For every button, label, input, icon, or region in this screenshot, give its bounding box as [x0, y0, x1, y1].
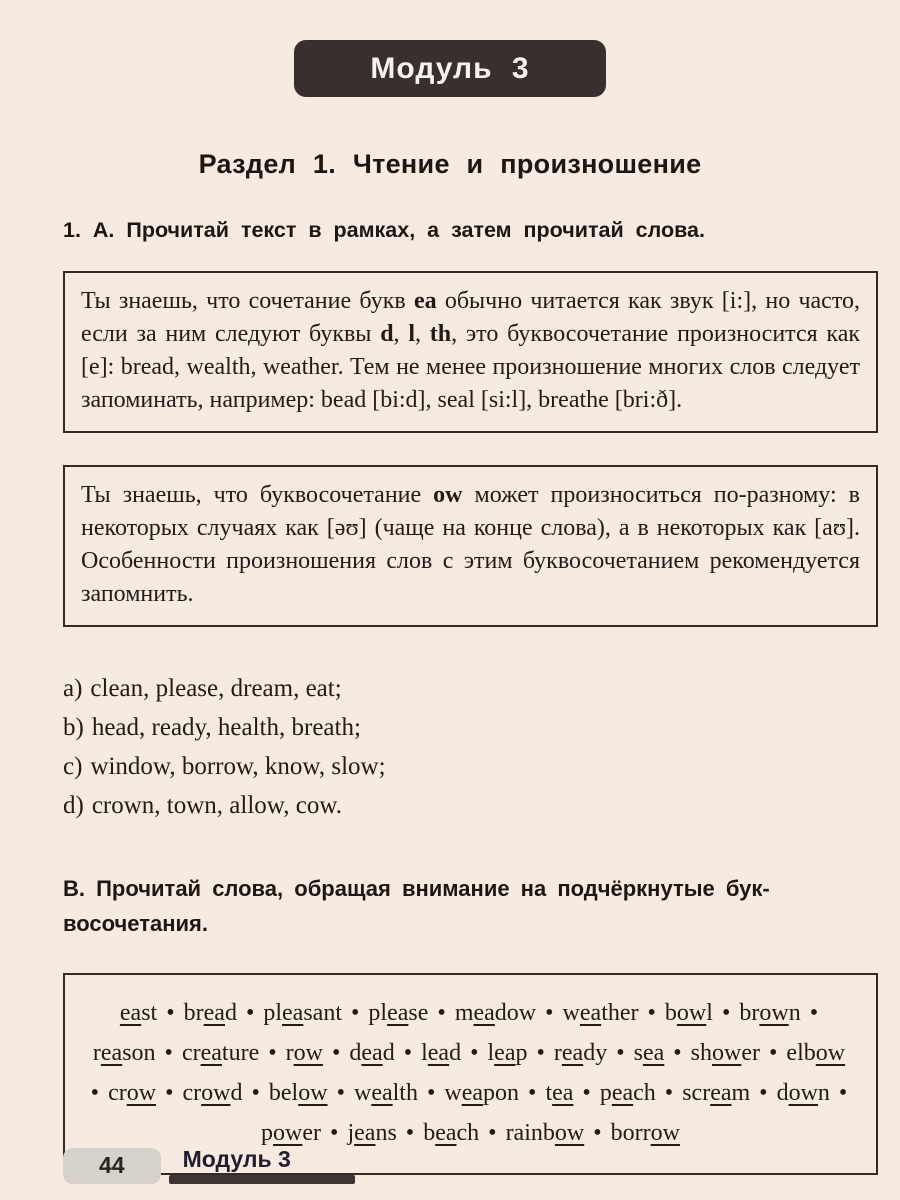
bullet-separator: • [658, 1080, 680, 1106]
bullet-separator: • [324, 1120, 345, 1146]
underlined-letter-combo: ea [552, 1080, 574, 1106]
word: ready [553, 1040, 608, 1066]
word: brown [739, 1000, 801, 1026]
word: leap [487, 1040, 528, 1066]
underlined-letter-combo: ow [554, 1120, 585, 1146]
word: tea [545, 1080, 574, 1106]
underlined-letter-combo: ow [815, 1040, 846, 1066]
bullet-separator: • [641, 1000, 662, 1026]
underlined-letter-combo: ow [298, 1080, 328, 1106]
underlined-letter-combo: ow [126, 1080, 157, 1106]
list-item-marker: c) [63, 753, 83, 780]
bullet-separator: • [90, 1080, 106, 1106]
bullet-separator: • [239, 1000, 261, 1026]
rule-text-run: обычно читается как звук [i:], но часто, если за ним следуют буквы [81, 288, 861, 347]
word: bowl [664, 1000, 713, 1026]
bullet-separator: • [530, 1040, 551, 1066]
word: jeans [347, 1120, 397, 1146]
word: dead [349, 1040, 395, 1066]
underlined-letter-combo: ow [712, 1040, 742, 1066]
word: east [119, 1000, 158, 1026]
underlined-letter-combo: ea [371, 1080, 393, 1106]
underlined-letter-combo: ea [119, 1000, 142, 1026]
rule-text-run: , [393, 321, 409, 347]
underlined-letter-combo: ea [561, 1040, 584, 1066]
bullet-separator: • [753, 1080, 774, 1106]
underlined-letter-combo: ea [100, 1040, 123, 1066]
underlined-letter-combo: ea [473, 1000, 495, 1026]
underlined-letter-combo: ea [461, 1080, 484, 1106]
underlined-letter-combo: ow [759, 1000, 789, 1026]
footer-bar [169, 1175, 355, 1184]
word: power [261, 1120, 322, 1146]
list-item-marker: a) [63, 675, 83, 702]
underlined-letter-combo: ea [203, 1000, 225, 1026]
word: bread [183, 1000, 237, 1026]
list-item-words: clean, please, dream, eat; [90, 675, 342, 702]
word: weapon [444, 1080, 520, 1106]
word: meadow [454, 1000, 537, 1026]
underlined-letter-combo: ea [494, 1040, 516, 1066]
bullet-separator: • [715, 1000, 737, 1026]
rule-box-ea [63, 271, 878, 433]
underlined-letter-combo: ow [293, 1040, 323, 1066]
word: lead [421, 1040, 462, 1066]
underlined-letter-combo: ea [200, 1040, 222, 1066]
bold-letter-combo: l [408, 321, 415, 347]
word: down [776, 1080, 830, 1106]
underlined-letter-combo: ea [611, 1080, 634, 1106]
word: please [368, 1000, 429, 1026]
bullet-separator: • [262, 1040, 283, 1066]
footer [63, 1146, 355, 1184]
task-1b-label [63, 871, 878, 941]
rule-box-ow [63, 465, 878, 627]
section-title: Раздел 1. Чтение и произношение [198, 149, 702, 179]
footer-module [169, 1146, 355, 1184]
list-item-words: crown, town, allow, cow. [91, 792, 342, 819]
underlined-words-box [63, 973, 878, 1175]
bullet-separator: • [832, 1080, 848, 1106]
bullet-separator: • [399, 1120, 421, 1146]
underlined-letter-combo: ow [676, 1000, 707, 1026]
list-item [63, 747, 878, 786]
rule-text-run: , [414, 321, 430, 347]
rule-text-run: Ты знаешь, что буквосочетание [81, 482, 434, 508]
list-item-marker: b) [63, 714, 84, 741]
underlined-letter-combo: ea [361, 1040, 383, 1066]
underlined-letter-combo: ea [354, 1120, 376, 1146]
bullet-separator: • [345, 1000, 366, 1026]
word: wealth [353, 1080, 418, 1106]
bullet-separator: • [522, 1080, 543, 1106]
bullet-separator: • [667, 1040, 688, 1066]
bullet-separator: • [325, 1040, 347, 1066]
bullet-separator: • [539, 1000, 560, 1026]
underlined-letter-combo: ea [642, 1040, 665, 1066]
word: reason [92, 1040, 156, 1066]
module-header-badge: Модуль 3 [294, 40, 606, 97]
list-item-words: window, borrow, know, slow; [90, 753, 386, 780]
underlined-letter-combo: ea [710, 1080, 732, 1106]
bold-letter-combo: ea [413, 288, 437, 314]
bullet-separator: • [420, 1080, 442, 1106]
page-number-badge: 44 [63, 1148, 161, 1184]
underlined-letter-combo: ea [579, 1000, 602, 1026]
word: crowd [182, 1080, 243, 1106]
underlined-letter-combo: ea [282, 1000, 304, 1026]
task-1b-line-2: восочетания. [63, 911, 208, 936]
underlined-letter-combo: ea [387, 1000, 409, 1026]
rule-text-run: может произноситься по-разному: в некоторых случаях как [əʊ] (чаще на конце слова), а в некоторых как [aʊ]. Особенности произношения слов с этим буквосочетанием рекомендуется запомнить. [81, 482, 860, 607]
bullet-separator: • [763, 1040, 784, 1066]
word: row [285, 1040, 323, 1066]
bold-letter-combo: th [429, 321, 452, 347]
rule-text-run: , это буквосочетание произносится как [e]: bread, wealth, weather. Тем не менее произношение многих слов следует запоминать, например: bead [bi:d], seal [si:l], breathe [bri:ð]. [81, 321, 861, 413]
list-item-words: head, ready, health, breath; [91, 714, 361, 741]
bullet-separator: • [158, 1040, 179, 1066]
bullet-separator: • [482, 1120, 503, 1146]
list-item [63, 708, 878, 747]
rule-text-run: Ты знаешь, что сочетание букв [81, 288, 414, 314]
underlined-letter-combo: ow [273, 1120, 303, 1146]
task-1b-line-1: В. Прочитай слова, обращая внимание на подчёркнутые бук- [63, 876, 770, 901]
bullet-separator: • [803, 1000, 819, 1026]
footer-module-label: Модуль 3 [182, 1146, 291, 1172]
word: weather [562, 1000, 639, 1026]
bullet-separator: • [159, 1080, 180, 1106]
underlined-letter-combo: ow [650, 1120, 680, 1146]
word: elbow [786, 1040, 846, 1066]
word: below [268, 1080, 328, 1106]
word: shower [690, 1040, 761, 1066]
bullet-separator: • [464, 1040, 485, 1066]
bullet-separator: • [330, 1080, 351, 1106]
underlined-letter-combo: ow [788, 1080, 818, 1106]
word-groups-list [63, 669, 878, 825]
list-item-marker: d) [63, 792, 84, 819]
word: crow [108, 1080, 157, 1106]
bullet-separator: • [431, 1000, 452, 1026]
bullet-separator: • [160, 1000, 181, 1026]
word: beach [423, 1120, 480, 1146]
list-item [63, 669, 878, 708]
bold-letter-combo: ow [433, 482, 463, 508]
word: rainbow [505, 1120, 585, 1146]
task-1a-label: 1. А. Прочитай текст в рамках, а затем прочитай слова. [63, 218, 705, 242]
word: peach [599, 1080, 656, 1106]
word: creature [181, 1040, 260, 1066]
underlined-letter-combo: ea [427, 1040, 450, 1066]
underlined-letter-combo: ow [201, 1080, 231, 1106]
word: sea [633, 1040, 665, 1066]
list-item [63, 786, 878, 825]
bullet-separator: • [245, 1080, 266, 1106]
underlined-letter-combo: ea [435, 1120, 457, 1146]
word: borrow [610, 1120, 680, 1146]
bullet-separator: • [397, 1040, 419, 1066]
word: pleasant [263, 1000, 343, 1026]
bullet-separator: • [587, 1120, 608, 1146]
word: scream [682, 1080, 751, 1106]
bullet-separator: • [576, 1080, 597, 1106]
bullet-separator: • [610, 1040, 631, 1066]
bold-letter-combo: d [380, 321, 394, 347]
